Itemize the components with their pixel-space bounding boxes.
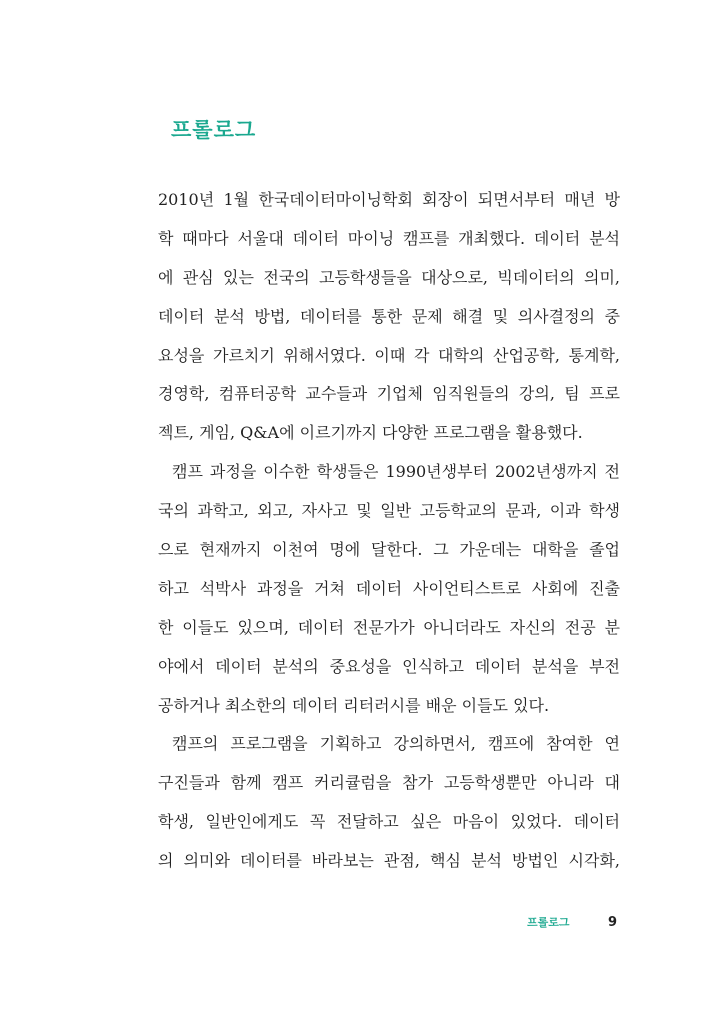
body-text [158,181,620,881]
page-footer [0,912,707,936]
text-line: 캠프의 프로그램을 기획하고 강의하면서, 캠프에 참여한 연 [172,734,620,754]
text-line: 구진들과 함께 캠프 커리큘럼을 참가 고등학생뿐만 아니라 대 [158,773,620,793]
text-line: 캠프 과정을 이수한 학생들은 1990년생부터 2002년생까지 전 [172,462,620,482]
chapter-title: 프롤로그 [171,118,257,142]
text-line: 의 의미와 데이터를 바라보는 관점, 핵심 분석 방법인 시각화, [158,851,620,871]
text-line: 에 관심 있는 전국의 고등학생들을 대상으로, 빅데이터의 의미, [158,267,620,287]
text-line: 학생, 일반인에게도 꼭 전달하고 싶은 마음이 있었다. 데이터 [158,812,620,832]
text-line: 으로 현재까지 이천여 명에 달한다. 그 가운데는 대학을 졸업 [158,540,620,560]
text-line: 한 이들도 있으며, 데이터 전문가가 아니더라도 자신의 전공 분 [158,617,620,637]
text-line: 데이터 분석 방법, 데이터를 통한 문제 해결 및 의사결정의 중 [158,306,620,326]
text-line: 2010년 1월 한국데이터마이닝학회 회장이 되면서부터 매년 방 [158,190,620,209]
text-line: 경영학, 컴퓨터공학 교수들과 기업체 임직원들의 강의, 팀 프로 [158,384,620,404]
text-line: 학 때마다 서울대 데이터 마이닝 캠프를 개최했다. 데이터 분석 [158,228,620,248]
page-number: 9 [608,915,618,930]
text-line: 요성을 가르치기 위해서였다. 이때 각 대학의 산업공학, 통계학, [158,345,620,365]
text-line: 야에서 데이터 분석의 중요성을 인식하고 데이터 분석을 부전 [158,656,620,676]
text-line: 공하거나 최소한의 데이터 리터러시를 배운 이들도 있다. [158,695,550,715]
text-line: 젝트, 게임, Q&A에 이르기까지 다양한 프로그램을 활용했다. [158,423,583,443]
text-line: 하고 석박사 과정을 거쳐 데이터 사이언티스트로 사회에 진출 [158,578,620,598]
text-line: 국의 과학고, 외고, 자사고 및 일반 고등학교의 문과, 이과 학생 [158,501,620,521]
running-section-title: 프롤로그 [527,916,570,929]
